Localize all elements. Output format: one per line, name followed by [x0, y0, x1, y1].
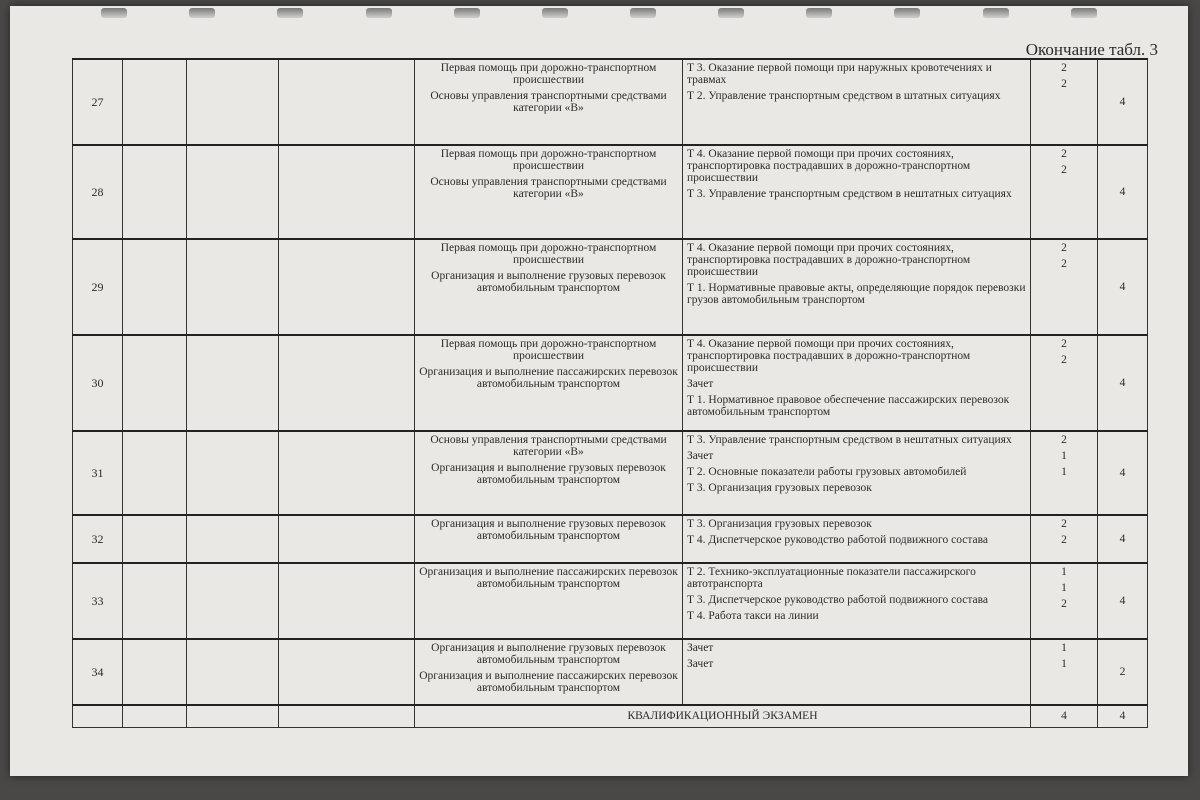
empty-cell: [123, 145, 187, 239]
exam-num-cell: [73, 705, 123, 727]
topic-text: Т 3. Организация грузовых перевозок: [687, 482, 872, 494]
table-row: [73, 563, 1148, 639]
hours-value: 2: [1061, 62, 1067, 74]
subject-cell: [415, 59, 683, 145]
table-row: [73, 239, 1148, 335]
lesson-total: 4: [1098, 145, 1148, 239]
subject-cell: [415, 145, 683, 239]
lesson-number: 29: [73, 239, 123, 335]
table-row: [73, 639, 1148, 705]
empty-cell: [187, 145, 279, 239]
hours-value: 1: [1061, 450, 1067, 462]
empty-cell: [187, 335, 279, 431]
subject-name: Организация и выполнение пассажирских перевозок автомобильным транспортом: [419, 670, 678, 694]
table-row: [73, 335, 1148, 431]
empty-cell: [279, 239, 415, 335]
hours-value: 2: [1061, 518, 1067, 530]
subject-cell: [415, 515, 683, 563]
subject-cell: [415, 639, 683, 705]
topic-text: Т 4. Оказание первой помощи при прочих состояниях, транспортировка пострадавших в дорожно-транспортном происшествии: [687, 148, 971, 184]
empty-cell: [123, 431, 187, 515]
empty-cell: [279, 639, 415, 705]
hours-cell: [1031, 59, 1098, 145]
schedule-table: [72, 58, 1148, 728]
subject-name: Организация и выполнение пассажирских перевозок автомобильным транспортом: [419, 366, 678, 390]
subject-name: Первая помощь при дорожно-транспортном происшествии: [440, 242, 657, 266]
hours-cell: [1031, 563, 1098, 639]
exam-row: [73, 705, 1148, 727]
hours-value: 2: [1061, 354, 1067, 366]
table-row: [73, 431, 1148, 515]
lesson-number: 27: [73, 59, 123, 145]
topic-cell: [683, 431, 1031, 515]
hours-value: 1: [1061, 566, 1067, 578]
empty-cell: [187, 431, 279, 515]
subject-name: Организация и выполнение грузовых перевозок автомобильным транспортом: [431, 642, 666, 666]
subject-name: Первая помощь при дорожно-транспортном происшествии: [440, 338, 657, 362]
empty-cell: [123, 59, 187, 145]
empty-cell: [187, 239, 279, 335]
topic-text: Зачет: [687, 642, 714, 654]
hours-cell: [1031, 639, 1098, 705]
topic-text: Т 3. Организация грузовых перевозок: [687, 518, 872, 530]
subject-name: Организация и выполнение грузовых перевозок автомобильным транспортом: [431, 518, 666, 542]
table-row: [73, 145, 1148, 239]
hours-cell: [1031, 239, 1098, 335]
topic-cell: [683, 145, 1031, 239]
lesson-total: 4: [1098, 239, 1148, 335]
hours-cell: [1031, 515, 1098, 563]
subject-cell: [415, 563, 683, 639]
empty-cell: [279, 563, 415, 639]
hours-value: 2: [1061, 78, 1067, 90]
topic-cell: [683, 515, 1031, 563]
topic-text: Т 1. Нормативные правовые акты, определяющие порядок перевозки грузов автомобильным транспортом: [687, 282, 1026, 306]
lesson-total: 4: [1098, 515, 1148, 563]
hours-cell: [1031, 431, 1098, 515]
exam-total: 4: [1098, 705, 1148, 727]
topic-text: Т 4. Оказание первой помощи при прочих состояниях, транспортировка пострадавших в дорожно-транспортном происшествии: [687, 242, 971, 278]
subject-name: Организация и выполнение пассажирских перевозок автомобильным транспортом: [419, 566, 678, 590]
lesson-total: 4: [1098, 59, 1148, 145]
topic-text: Зачет: [687, 378, 714, 390]
subject-name: Первая помощь при дорожно-транспортном происшествии: [440, 62, 657, 86]
topic-cell: [683, 239, 1031, 335]
topic-text: Т 3. Оказание первой помощи при наружных кровотечениях и травмах: [687, 62, 992, 86]
subject-name: Организация и выполнение грузовых перевозок автомобильным транспортом: [431, 462, 666, 486]
topic-text: Зачет: [687, 658, 714, 670]
hours-value: 1: [1061, 658, 1067, 670]
empty-cell: [123, 239, 187, 335]
lesson-total: 4: [1098, 335, 1148, 431]
topic-text: Т 2. Технико-эксплуатационные показатели пассажирского автотранспорта: [687, 566, 976, 590]
subject-name: Основы управления транспортными средствами категории «В»: [430, 434, 667, 458]
subject-cell: [415, 239, 683, 335]
topic-text: Т 3. Управление транспортным средством в нештатных ситуациях: [687, 434, 1012, 446]
topic-text: Т 3. Диспетчерское руководство работой подвижного состава: [687, 594, 988, 606]
lesson-number: 34: [73, 639, 123, 705]
hours-value: 2: [1061, 242, 1067, 254]
hours-value: 2: [1061, 534, 1067, 546]
spiral-binding: [10, 6, 1188, 22]
topic-text: Т 1. Нормативное правовое обеспечение пассажирских перевозок автомобильным транспортом: [687, 394, 1010, 418]
empty-cell: [123, 639, 187, 705]
topic-text: Т 3. Управление транспортным средством в нештатных ситуациях: [687, 188, 1012, 200]
topic-cell: [683, 59, 1031, 145]
empty-cell: [123, 335, 187, 431]
subject-cell: [415, 431, 683, 515]
empty-cell: [279, 515, 415, 563]
hours-value: 1: [1061, 582, 1067, 594]
topic-text: Т 2. Управление транспортным средством в штатных ситуациях: [687, 90, 1001, 102]
empty-cell: [123, 563, 187, 639]
lesson-total: 4: [1098, 431, 1148, 515]
hours-value: 2: [1061, 164, 1067, 176]
empty-cell: [187, 59, 279, 145]
table-row: [73, 59, 1148, 145]
hours-cell: [1031, 335, 1098, 431]
hours-value: 1: [1061, 466, 1067, 478]
empty-cell: [187, 515, 279, 563]
hours-value: 2: [1061, 148, 1067, 160]
subject-name: Первая помощь при дорожно-транспортном происшествии: [440, 148, 657, 172]
subject-name: Организация и выполнение грузовых перевозок автомобильным транспортом: [431, 270, 666, 294]
lesson-number: 31: [73, 431, 123, 515]
subject-cell: [415, 335, 683, 431]
topic-cell: [683, 639, 1031, 705]
topic-text: Т 4. Диспетчерское руководство работой подвижного состава: [687, 534, 988, 546]
empty-cell: [279, 145, 415, 239]
topic-text: Т 2. Основные показатели работы грузовых автомобилей: [687, 466, 967, 478]
exam-label: КВАЛИФИКАЦИОННЫЙ ЭКЗАМЕН: [415, 705, 1031, 727]
topic-text: Т 4. Работа такси на линии: [687, 610, 819, 622]
subject-name: Основы управления транспортными средствами категории «В»: [430, 176, 667, 200]
topic-text: Т 4. Оказание первой помощи при прочих состояниях, транспортировка пострадавших в дорожно-транспортном происшествии: [687, 338, 971, 374]
lesson-total: 2: [1098, 639, 1148, 705]
empty-cell: [279, 59, 415, 145]
lesson-number: 32: [73, 515, 123, 563]
hours-value: 2: [1061, 598, 1067, 610]
empty-cell: [279, 431, 415, 515]
hours-value: 2: [1061, 434, 1067, 446]
document-page: [10, 6, 1188, 776]
lesson-total: 4: [1098, 563, 1148, 639]
lesson-number: 30: [73, 335, 123, 431]
table-caption: Окончание табл. 3: [1025, 40, 1158, 59]
empty-cell: [187, 639, 279, 705]
hours-value: 2: [1061, 258, 1067, 270]
lesson-number: 28: [73, 145, 123, 239]
topic-cell: [683, 563, 1031, 639]
hours-value: 2: [1061, 338, 1067, 350]
topic-text: Зачет: [687, 450, 714, 462]
hours-value: 1: [1061, 642, 1067, 654]
exam-hours: 4: [1031, 705, 1098, 727]
lesson-number: 33: [73, 563, 123, 639]
empty-cell: [279, 335, 415, 431]
empty-cell: [187, 563, 279, 639]
hours-cell: [1031, 145, 1098, 239]
table-row: [73, 515, 1148, 563]
empty-cell: [123, 515, 187, 563]
subject-name: Основы управления транспортными средствами категории «В»: [430, 90, 667, 114]
topic-cell: [683, 335, 1031, 431]
